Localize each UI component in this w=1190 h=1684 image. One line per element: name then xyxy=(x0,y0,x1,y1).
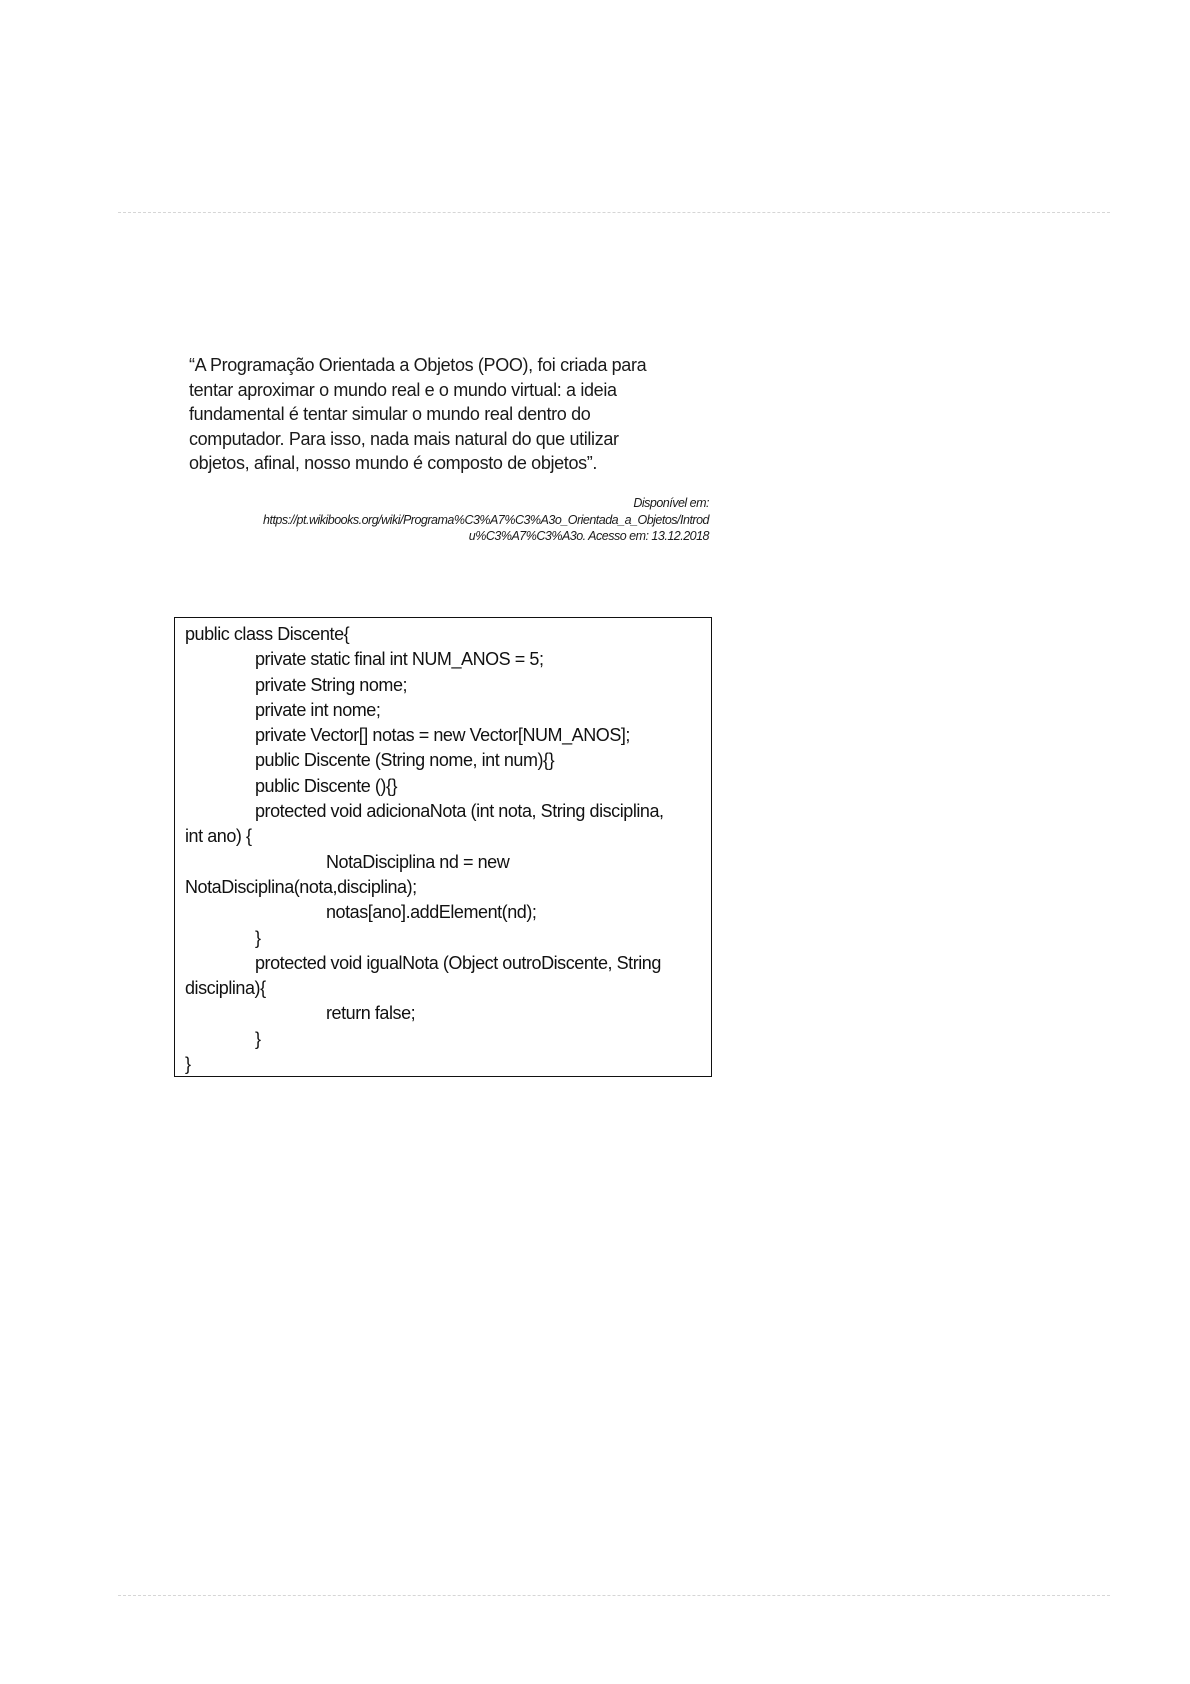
quote-line: objetos, afinal, nosso mundo é composto de objetos”. xyxy=(189,453,598,473)
code-listing xyxy=(174,617,712,1077)
code-line: } xyxy=(255,1028,261,1049)
code-line: notas[ano].addElement(nd); xyxy=(326,902,537,923)
code-line: public class Discente{ xyxy=(185,624,350,644)
code-line: int ano) { xyxy=(185,826,252,847)
code-line: private int nome; xyxy=(255,699,381,720)
quote-line: “A Programação Orientada a Objetos (POO), foi criada para xyxy=(189,355,647,375)
code-line: private String nome; xyxy=(255,674,408,695)
code-line: protected void igualNota (Object outroDiscente, String xyxy=(255,952,661,973)
quote-line: computador. Para isso, nada mais natural do que utilizar xyxy=(189,428,619,449)
code-line: public Discente (String nome, int num){} xyxy=(255,750,555,771)
code-line: NotaDisciplina nd = new xyxy=(326,851,510,872)
code-line: NotaDisciplina(nota,disciplina); xyxy=(185,876,417,897)
code-line: return false; xyxy=(326,1003,416,1024)
source-citation xyxy=(180,495,709,545)
top-dashed-divider xyxy=(118,212,1110,213)
quote-line: fundamental é tentar simular o mundo real dentro do xyxy=(189,404,591,424)
code-line: public Discente (){} xyxy=(255,775,398,796)
source-access-date: u%C3%A7%C3%A3o. Acesso em: 13.12.2018 xyxy=(468,529,709,543)
source-url: https://pt.wikibooks.org/wiki/Programa%C3%A7%C3%A3o_Orientada_a_Objetos/Introd xyxy=(263,512,709,527)
code-line: private static final int NUM_ANOS = 5; xyxy=(255,649,544,670)
quote-line: tentar aproximar o mundo real e o mundo virtual: a ideia xyxy=(189,379,617,400)
code-line: } xyxy=(185,1054,191,1075)
quote-block xyxy=(189,353,709,476)
source-label: Disponível em: xyxy=(633,496,709,510)
code-line: private Vector[] notas = new Vector[NUM_ANOS]; xyxy=(255,725,630,746)
code-line: } xyxy=(255,927,261,948)
code-line: protected void adicionaNota (int nota, String disciplina, xyxy=(255,801,664,822)
bottom-dashed-divider xyxy=(118,1595,1110,1596)
code-line: disciplina){ xyxy=(185,978,266,999)
